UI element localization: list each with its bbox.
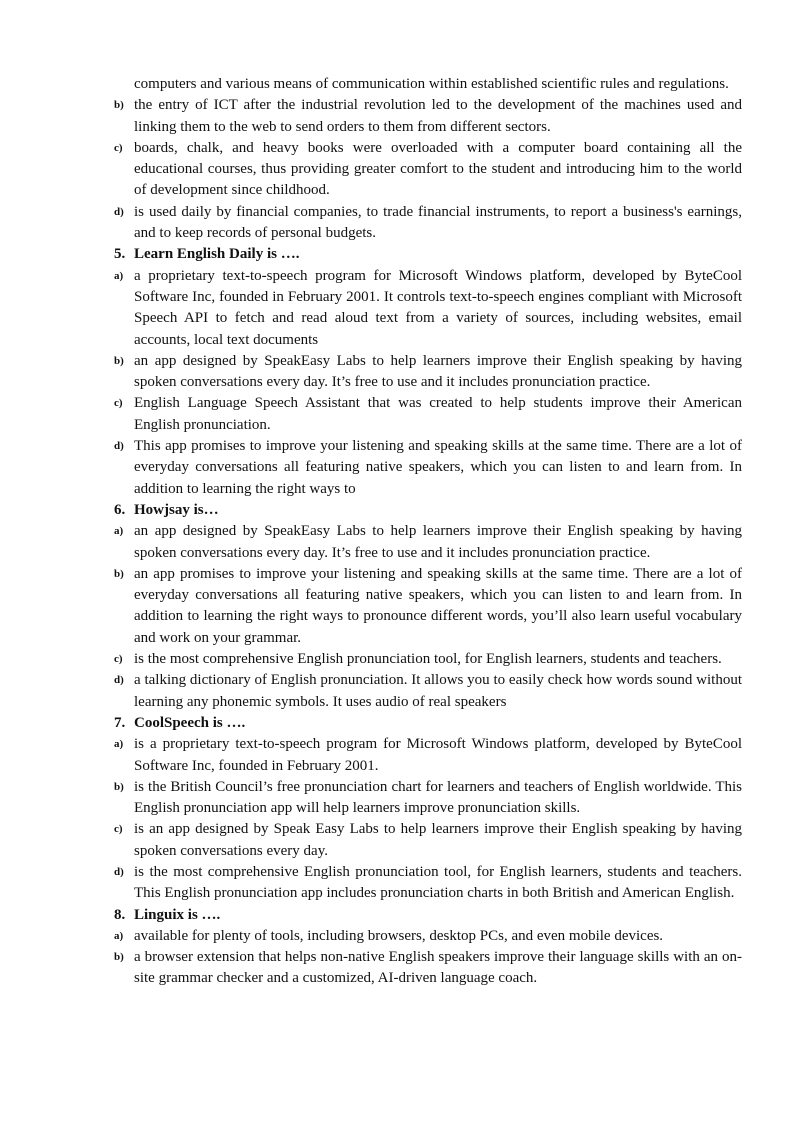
option-item	[0, 95, 742, 138]
option-text: is the most comprehensive English pronunciation tool, for English learners, students and teachers. This English pronunciation app includes pronunciation charts in both British and American English.	[134, 863, 742, 902]
option-item	[0, 521, 742, 564]
option-text: is an app designed by Speak Easy Labs to help learners improve their English speaking by having spoken conversations every day.	[134, 821, 742, 859]
question-heading	[0, 500, 742, 521]
option-label: c)	[114, 823, 123, 836]
option-label: b)	[114, 99, 124, 112]
option-text: English Language Speech Assistant that was created to help students improve their American English pronunciation.	[134, 395, 742, 433]
question-number: 6.	[114, 501, 126, 518]
question-title: Howjsay is…	[134, 501, 219, 518]
document-content	[0, 74, 742, 990]
option-item	[0, 266, 742, 351]
question-heading	[0, 244, 742, 265]
option-text: a proprietary text-to-speech program for Microsoft Windows platform, developed by ByteCool Software Inc, founded in February 2001. It controls text-to-speech engines compliant with Microsoft Speech API to fetch and read aloud text from a variety of sources, including websites, email accounts, local text documents	[134, 267, 742, 348]
question-title: Linguix is ….	[134, 906, 221, 923]
option-label: a)	[114, 929, 124, 942]
option-label: c)	[114, 141, 123, 154]
option-item	[0, 393, 742, 436]
question-heading	[0, 905, 742, 926]
question-heading	[0, 713, 742, 734]
option-label: b)	[114, 951, 124, 964]
option-label: d)	[114, 205, 124, 218]
option-label: b)	[114, 780, 124, 793]
option-text: This app promises to improve your listening and speaking skills at the same time. There are a lot of everyday conversations all featuring native speakers, which you can listen to and learn from. In addition to learning the right ways to	[134, 438, 742, 497]
option-text: an app designed by SpeakEasy Labs to help learners improve their English speaking by having spoken conversations every day. It’s free to use and it includes pronunciation practice.	[134, 523, 742, 561]
option-item	[0, 436, 742, 500]
option-item	[0, 564, 742, 649]
question-number: 7.	[114, 714, 126, 731]
option-item	[0, 138, 742, 202]
option-text: a browser extension that helps non-native English speakers improve their language skills with an on-site grammar checker and a customized, AI-driven language coach.	[134, 949, 742, 987]
option-text: is the British Council’s free pronunciation chart for learners and teachers of English worldwide. This English pronunciation app will help learners improve pronunciation skills.	[134, 778, 742, 817]
option-item	[0, 351, 742, 394]
option-label: c)	[114, 397, 123, 410]
option-text: an app promises to improve your listening and speaking skills at the same time. There are a lot of everyday conversations all featuring native speakers, which you can listen to and learn from. In addition to learning the right ways to pronounce different words, you’ll also learn useful vocabulary and work on your grammar.	[134, 565, 742, 646]
option-text: available for plenty of tools, including browsers, desktop PCs, and even mobile devices.	[134, 927, 664, 944]
option-label: d)	[114, 674, 124, 687]
continuation-paragraph	[0, 74, 742, 95]
question-number: 5.	[114, 246, 126, 263]
option-label: d)	[114, 865, 124, 878]
option-item	[0, 202, 742, 245]
option-item	[0, 947, 742, 990]
option-label: b)	[114, 567, 124, 580]
option-item	[0, 862, 742, 905]
option-item	[0, 819, 742, 862]
option-item	[0, 670, 742, 713]
option-text: the entry of ICT after the industrial revolution led to the development of the machines used and linking them to the web to send orders to them from different sectors.	[134, 97, 742, 135]
option-item	[0, 734, 742, 777]
question-title: CoolSpeech is ….	[134, 714, 246, 731]
option-label: a)	[114, 738, 124, 751]
continuation-text: computers and various means of communication within established scientific rules and regulations.	[134, 76, 729, 92]
option-text: is used daily by financial companies, to trade financial instruments, to report a business's earnings, and to keep records of personal budgets.	[134, 203, 742, 242]
option-text: is a proprietary text-to-speech program for Microsoft Windows platform, developed by ByteCool Software Inc, founded in February 2001.	[134, 736, 742, 774]
option-label: c)	[114, 653, 123, 666]
option-text: is the most comprehensive English pronunciation tool, for English learners, students and teachers.	[134, 651, 722, 668]
option-text: boards, chalk, and heavy books were overloaded with a computer board containing all the educational courses, thus providing greater comfort to the student and introducing him to the world of development since childhood.	[134, 139, 742, 199]
option-text: an app designed by SpeakEasy Labs to help learners improve their English speaking by having spoken conversations every day. It’s free to use and it includes pronunciation practice.	[134, 352, 742, 391]
question-title: Learn English Daily is ….	[134, 246, 300, 263]
option-item	[0, 649, 742, 670]
option-label: a)	[114, 525, 124, 538]
option-text: a talking dictionary of English pronunciation. It allows you to easily check how words sound without learning any phonemic symbols. It uses audio of real speakers	[134, 672, 742, 710]
option-label: b)	[114, 354, 124, 367]
question-number: 8.	[114, 906, 126, 923]
option-label: a)	[114, 269, 124, 282]
option-label: d)	[114, 440, 124, 453]
option-item	[0, 777, 742, 820]
option-item	[0, 926, 742, 947]
